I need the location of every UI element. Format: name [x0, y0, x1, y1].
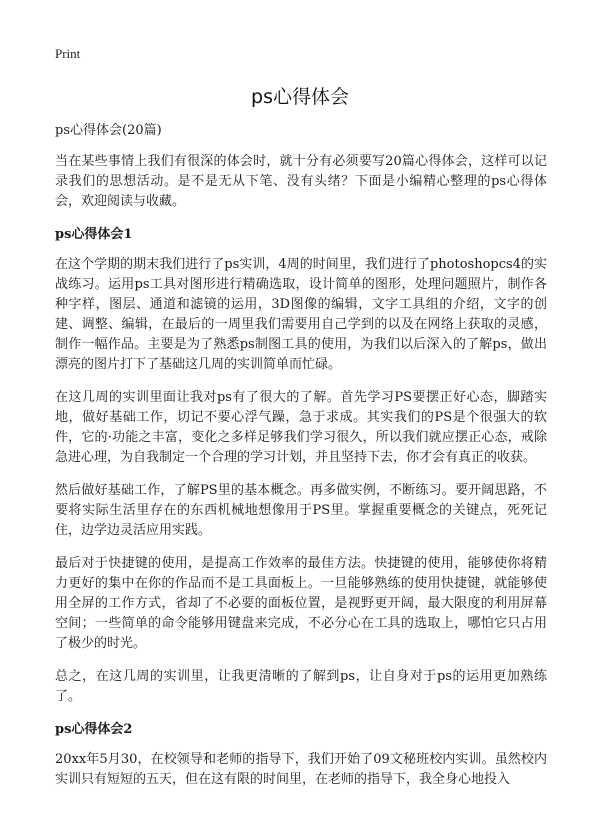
section-paragraph: 总之，在这几周的实训里，让我更清晰的了解到ps，让自身对于ps的运用更加熟练了。 — [55, 669, 547, 704]
section-paragraph: 20xx年5月30，在校领导和老师的指导下，我们开始了09文秘班校内实训。虽然校内实训只有短短的五天，但在这有限的时间里，在老师的指导下，我全身心地投入 — [55, 752, 547, 787]
section-paragraph: 最后对于快捷键的使用，是提高工作效率的最佳方法。快捷键的使用，能够使你将精力更好的集中在你的作品而不是工具面板上。一旦能够熟练的使用快捷键，就能够使用全屏的工作方式，省却了不必要的面板位置，是视野更开阔，最大限度的利用屏幕空间；一些简单的命令能够用键盘来完成，不必分心在工具的选取上，哪怕它只占用了极少的时光。 — [55, 556, 547, 651]
section-paragraph: 然后做好基础工作，了解PS里的基本概念。再多做实例，不断练习。要开阔思路，不要将实际生活里存在的东西机械地想像用于PS里。掌握重要概念的关键点，死死记住，边学边灵活应用实践。 — [55, 483, 547, 538]
section-paragraph: 在这个学期的期末我们进行了ps实训，4周的时间里，我们进行了photoshopcs4的实战练习。运用ps工具对图形进行精确选取，设计简单的图形，处理问题照片，制作各种字样，图层、通道和滤镜的运用，3D图像的编辑，文字工具组的介绍，文字的创建、调整、编辑，在最后的一周里我们需要用自己学到的以及在网络上获取的灵感，制作一幅作品。主要是为了熟悉ps制图工具的使用，为我们以后深入的了解ps，做出漂亮的图片打下了基础这几周的实训简单而忙碌。 — [55, 257, 547, 372]
article-subtitle: ps心得体会(20篇) — [55, 123, 162, 138]
print-link[interactable]: Print — [55, 46, 81, 61]
section-heading: ps心得体会1 — [55, 227, 133, 242]
section-heading: ps心得体会2 — [55, 722, 133, 737]
article-body — [55, 121, 547, 803]
section-paragraph: 在这几周的实训里面让我对ps有了很大的了解。首先学习PS要摆正好心态，脚踏实地，做好基础工作，切记不要心浮气躁，急于求成。其实我们的PS是个很强大的软件，它的·功能之丰富，变化之多样足够我们学习很久，所以我们就应摆正心态，戒除急进心理，为自我制定一个合理的学习计划，并且坚持下去，你才会有真正的收获。 — [55, 390, 547, 465]
intro-paragraph: 当在某些事情上我们有很深的体会时，就十分有必须要写20篇心得体会，这样可以记录我们的思想活动。是不是无从下笔、没有头绪？下面是小编精心整理的ps心得体会，欢迎阅读与收藏。 — [55, 154, 547, 209]
page-title: ps心得体会 — [251, 86, 349, 108]
